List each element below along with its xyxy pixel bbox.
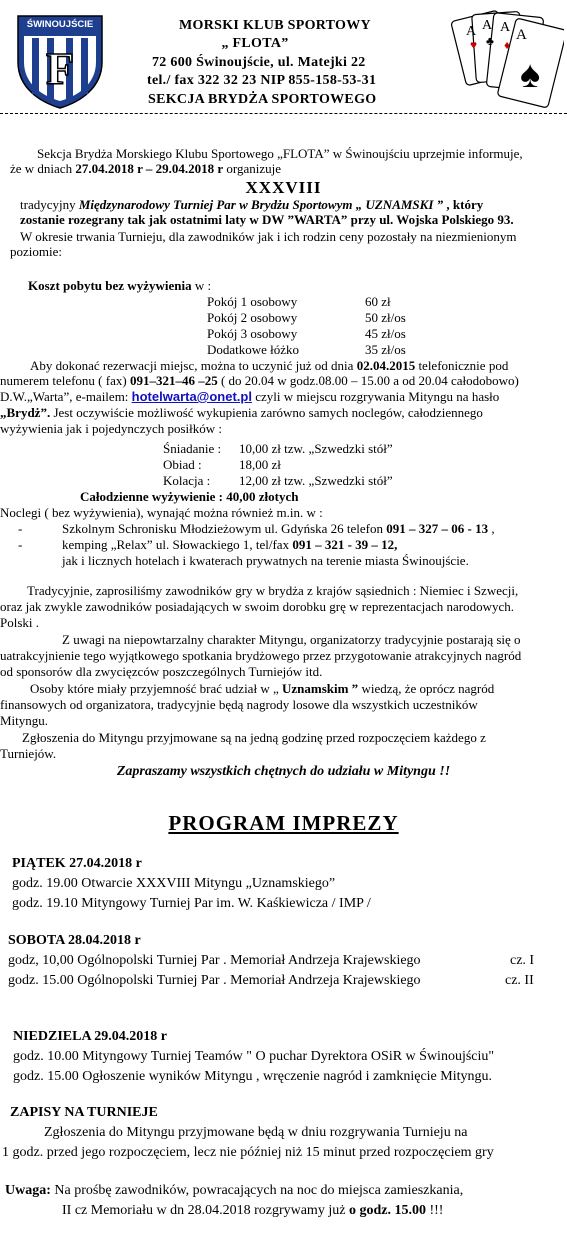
- tournament-name: Międzynarodowy Turniej Par w Brydżu Sportowym „ UZNAMSKI ”: [78, 197, 444, 212]
- meal-name: Śniadanie :: [163, 441, 222, 456]
- svg-text:♠: ♠: [520, 54, 541, 96]
- pricing-price: 35 zł/os: [365, 342, 406, 357]
- intro-line-2: [10, 161, 281, 176]
- intro-text: , który: [443, 197, 484, 212]
- body-line: oraz jak zwykle zawodników posiadających w swoim dorobku grę w reprezentacjach narodowych.: [0, 599, 515, 614]
- pricing-label: [28, 278, 211, 293]
- svg-text:♣: ♣: [486, 34, 494, 48]
- program-item: godz. 10.00 Mityngowy Turniej Teamów " O puchar Dyrektora OSiR w Świnoujściu": [13, 1049, 495, 1064]
- body-line: Polski .: [0, 615, 40, 630]
- program-item: godz. 19.00 Otwarcie XXXVIII Mityngu „Uznamskiego”: [12, 876, 336, 891]
- reservation-line-4: [0, 405, 483, 420]
- pricing-label-bold: Koszt pobytu bez wyżywienia: [28, 278, 192, 293]
- reservation-line-5: wyżywienia jak i pojedynczych posiłków :: [0, 421, 223, 436]
- pricing-price: 50 zł/os: [365, 310, 406, 325]
- body-line: finansowych od organizatora, tradycyjnie będą nagrody losowe dla wszystkich uczestników: [0, 697, 478, 712]
- note-text: II cz Memoriału w dn 28.04.2018 rozgrywamy już: [62, 1203, 349, 1218]
- header-divider: [0, 113, 567, 114]
- reservation-text: czyli w miejscu rozgrywania Mityngu na hasło: [251, 389, 500, 404]
- reservation-line-2: [0, 373, 519, 388]
- reservation-phone: 091–321–46 –25: [129, 373, 218, 388]
- note-text: !!!: [425, 1203, 444, 1218]
- intro-line-3: [20, 197, 483, 212]
- svg-text:A: A: [482, 18, 493, 33]
- pricing-price: 60 zł: [365, 294, 391, 309]
- pricing-room: Pokój 3 osobowy: [207, 326, 298, 341]
- bullet-dash: -: [18, 521, 23, 536]
- intro-text: że w dniach: [10, 161, 76, 176]
- event-dates: 27.04.2018 r – 29.04.2018 r: [75, 161, 224, 176]
- body-line: Z uwagi na niepowtarzalny charakter Mityngu, organizatorzy tradycyjnie postarają się o: [62, 632, 521, 647]
- body-line: Zgłoszenia do Mityngu przyjmowane są na jedną godzinę przed rozpoczęciem każdego z: [22, 730, 486, 745]
- intro-line-1: Sekcja Brydża Morskiego Klubu Sportowego „FLOTA” w Świnoujściu uprzejmie informuje,: [37, 146, 523, 161]
- body-text: wiedzą, że oprócz nagród: [358, 681, 495, 696]
- program-item-part: cz. II: [505, 973, 534, 988]
- reservation-text: D.W.„Warta”, e-mailem:: [0, 389, 132, 404]
- reservation-text: numerem telefonu ( fax): [0, 373, 130, 388]
- meal-name: Obiad :: [163, 457, 202, 472]
- svg-text:A: A: [516, 27, 527, 43]
- meal-price: 12,00 zł tzw. „Szwedzki stół”: [239, 473, 393, 488]
- body-line: uatrakcyjnienie tego wyjątkowego spotkania brydżowego przez przygotowanie atrakcyjnych nagród: [0, 648, 522, 663]
- reservation-text: Jest oczywiście możliwość wykupienia zarówno samych noclegów, całodziennego: [50, 405, 483, 420]
- svg-text:F: F: [45, 43, 75, 94]
- edition-number: XXXVIII: [245, 178, 322, 197]
- intro-text: organizuje: [223, 161, 282, 176]
- body-bold: Uznamskim ”: [281, 681, 359, 696]
- program-item: godz. 19.10 Mityngowy Turniej Par im. W. Kaśkiewicza / IMP /: [12, 896, 371, 911]
- body-line: od sponsorów dla zwycięzców poszczególnych Turniejów itd.: [0, 664, 323, 679]
- intro-line-6: poziomie:: [10, 244, 62, 259]
- club-section: SEKCJA BRYDŻA SPORTOWEGO: [148, 92, 377, 107]
- signup-heading: ZAPISY NA TURNIEJE: [10, 1105, 158, 1120]
- svg-text:♥: ♥: [470, 38, 478, 52]
- club-quoted-name: „ FLOTA”: [221, 36, 289, 51]
- program-title: PROGRAM IMPREZY: [168, 811, 399, 835]
- program-item: godz. 15.00 Ogłoszenie wyników Mityngu , wręczenie nagród i zamknięcie Mityngu.: [13, 1069, 492, 1084]
- reservation-text: telefonicznie pod: [415, 358, 509, 373]
- lodging-text: kemping „Relax” ul. Słowackiego 1, tel/fax: [62, 537, 293, 552]
- lodging-intro: Noclegi ( bez wyżywienia), wynająć można również m.in. w :: [0, 505, 323, 520]
- logo-text: ŚWINOUJŚCIE: [26, 19, 94, 30]
- svg-text:A: A: [500, 20, 511, 35]
- pricing-label-post: w :: [191, 278, 212, 293]
- club-phone: tel./ fax 322 32 23 NIP 855-158-53-31: [147, 73, 377, 88]
- lodging-phone: 091 – 327 – 06 - 13: [386, 521, 489, 536]
- reservation-line-3: [0, 389, 499, 404]
- club-address: 72 600 Świnoujście, ul. Matejki 22: [152, 55, 366, 70]
- signup-line: Zgłoszenia do Mityngu przyjmowane będą w dniu rozgrywania Turnieju na: [44, 1125, 468, 1140]
- meal-name: Kolacja :: [163, 473, 211, 488]
- club-logo: [14, 10, 106, 110]
- note-line-1: [5, 1183, 463, 1199]
- body-line: Turniejów.: [0, 746, 57, 761]
- intro-text: tradycyjny: [20, 197, 79, 212]
- lodging-extra: jak i licznych hotelach i kwaterach prywatnych na terenie miasta Świnoujście.: [62, 553, 469, 568]
- meal-price: 18,00 zł: [239, 457, 281, 472]
- note-line-2: [62, 1203, 443, 1219]
- body-line: Mityngu.: [0, 713, 49, 728]
- invitation: Zapraszamy wszystkich chętnych do udziału w Mityngu !!: [116, 764, 451, 779]
- svg-text:♦: ♦: [504, 38, 511, 52]
- program-item: godz. 15.00 Ogólnopolski Turniej Par . Memoriał Andrzeja Krajewskiego: [8, 973, 421, 988]
- lodging-item: [18, 537, 397, 552]
- saturday-heading: SOBOTA 28.04.2018 r: [8, 933, 141, 948]
- reservation-line-1: [30, 358, 508, 373]
- club-name: MORSKI KLUB SPORTOWY: [179, 18, 371, 33]
- note-text: Na prośbę zawodników, powracających na noc do miejsca zamieszkania,: [50, 1183, 464, 1198]
- note-time: o godz. 15.00: [348, 1203, 426, 1218]
- lodging-phone: 091 – 321 - 39 – 12,: [292, 537, 398, 552]
- signup-line: 1 godz. przed jego rozpoczęciem, lecz nie później niż 15 minut przed rozpoczęciem gry: [2, 1145, 494, 1160]
- lodging-item: [18, 521, 495, 536]
- body-text: Osoby które miały przyjemność brać udział w „: [30, 681, 282, 696]
- reservation-text: ( do 20.04 w godz.08.00 – 15.00 a od 20.04 całodobowo): [217, 373, 519, 388]
- intro-line-4: zostanie rozegrany tak jak ostatnimi laty w DW ”WARTA” przy ul. Wojska Polskiego 93.: [20, 212, 514, 227]
- meal-price: 10,00 zł tzw. „Szwedzki stół”: [239, 441, 393, 456]
- pricing-room: Pokój 1 osobowy: [207, 294, 298, 309]
- svg-text:A: A: [466, 24, 477, 39]
- bullet-dash: -: [18, 537, 23, 552]
- note-label: Uwaga:: [5, 1183, 51, 1198]
- reservation-text: Aby dokonać rezerwacji miejsc, można to uczynić już od dnia: [30, 358, 357, 373]
- body-line: [30, 681, 494, 696]
- intro-line-5: W okresie trwania Turnieju, dla zawodników jak i ich rodzin ceny pozostały na niezmienionym: [20, 229, 517, 244]
- friday-heading: PIĄTEK 27.04.2018 r: [12, 856, 142, 871]
- pricing-room: Pokój 2 osobowy: [207, 310, 298, 325]
- email-link[interactable]: hotelwarta@onet.pl: [131, 389, 252, 404]
- password-word: „Brydż”.: [0, 405, 51, 420]
- reservation-date: 02.04.2015: [356, 358, 416, 373]
- program-item: godz, 10,00 Ogólnopolski Turniej Par . Memoriał Andrzeja Krajewskiego: [8, 953, 421, 968]
- lodging-text: Szkolnym Schronisku Młodzieżowym ul. Gdyńska 26 telefon: [62, 521, 387, 536]
- program-item-part: cz. I: [510, 953, 535, 968]
- cards-icon: [448, 5, 564, 113]
- body-line: Tradycyjnie, zaprosiliśmy zawodników gry w brydża z krajów sąsiednich : Niemiec i Szwecji,: [27, 583, 519, 598]
- lodging-tail: ,: [488, 521, 495, 536]
- sunday-heading: NIEDZIELA 29.04.2018 r: [13, 1029, 168, 1044]
- pricing-room: Dodatkowe łóżko: [207, 342, 300, 357]
- pricing-price: 45 zł/os: [365, 326, 406, 341]
- full-day-meals: Całodzienne wyżywienie : 40,00 złotych: [80, 489, 299, 504]
